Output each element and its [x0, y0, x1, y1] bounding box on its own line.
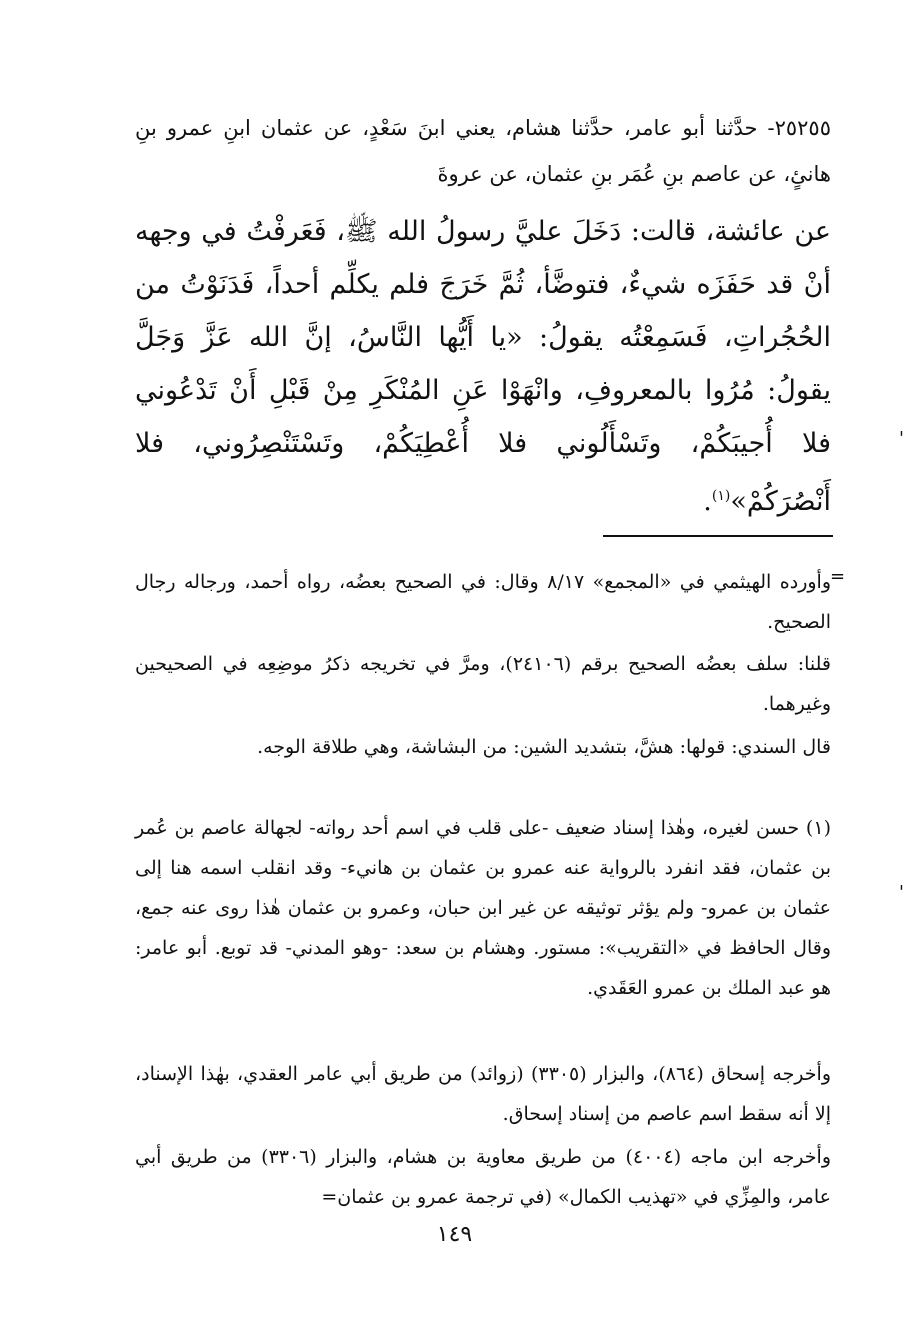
footnote-continuation-mark: =: [830, 566, 846, 587]
footnote-reference: (١): [711, 488, 731, 504]
hadith-matn: عن عائشة، قالت: دَخَلَ عليَّ رسولُ الله ﷺ، فَعَرفْتُ في وجهه أنْ قد حَفَزَه شيءٌ، فتوضَّأ، ثُمَّ خَرَجَ فلم يكلِّم أحداً، فَدَنَوْتُ من الحُجُراتِ، فَسَمِعْتُه يقولُ: «يا أَيُّها النَّاسُ، إنَّ الله عَزَّ وَجَلَّ يقولُ: مُرُوا بالمعروفِ، وانْهَوْا عَنِ المُنْكَرِ مِنْ قَبْلِ أَنْ تَدْعُوني فلا أُجيبَكُمْ، وتَسْأَلُوني فلا أُعْطِيَكُمْ، وتَسْتَنْصِرُوني، فلا أَنْصُرَكُمْ»: [135, 216, 831, 517]
footnote-paragraph: قال السندي: قولها: هشَّ، بتشديد الشين: من البشاشة، وهي طلاقة الوجه.: [257, 736, 831, 758]
page-number: ١٤٩: [436, 1222, 473, 1247]
hadith-text: [135, 205, 831, 528]
footnote-separator: [603, 535, 833, 537]
footnote-paragraph: وأورده الهيثمي في «المجمع» ٨/١٧ وقال: في الصحيح بعضُه، رواه أحمد، ورجاله رجال الصحيح.: [135, 571, 832, 633]
hadith-isnad: ٢٥٢٥٥- حدَّثنا أبو عامر، حدَّثنا هشام، يعني ابنَ سَعْدٍ، عن عثمان ابنِ عمرو بنِ هانئٍ، عن عاصم بنِ عُمَر بنِ عثمان، عن عروةَ: [135, 116, 831, 186]
footnote-paragraph: وأخرجه إسحاق (٨٦٤)، والبزار (٣٣٠٥) (زوائد) من طريق أبي عامر العقدي، بهٰذا الإسناد، إلا أنه سقط اسم عاصم من إسناد إسحاق.: [135, 1063, 831, 1125]
hadith-end: .: [703, 486, 712, 517]
footnote-paragraph: وأخرجه ابن ماجه (٤٠٠٤) من طريق معاوية بن هشام، والبزار (٣٣٠٦) من طريق أبي عامر، والمِزِّي في «تهذيب الكمال» (في ترجمة عمرو بن عثمان=: [135, 1146, 831, 1208]
margin-mark: ': [899, 882, 904, 903]
margin-mark: ': [899, 428, 904, 449]
footnote-paragraph: قلنا: سلف بعضُه الصحيح برقم (٢٤١٠٦)، ومرَّ في تخريجه ذكرُ موضِعِه في الصحيحين وغيرهما.: [135, 653, 831, 715]
footnote-paragraph: (١) حسن لغيره، وهٰذا إسناد ضعيف -على قلب في اسم أحد رواته- لجهالة عاصم بن عُمر بن عثمان، فقد انفرد بالرواية عنه عمرو بن عثمان بن هانيء- وقد انقلب اسمه هنا إلى عثمان بن عمرو- ولم يؤثر توثيقه عن غير ابن حبان، وعمرو بن عثمان هٰذا روى عنه جمع، وقال الحافظ في «التقريب»: مستور. وهشام بن سعد: -وهو المدني- قد توبع. أبو عامر: هو عبد الملك بن عمرو العَقَدي.: [135, 817, 832, 999]
